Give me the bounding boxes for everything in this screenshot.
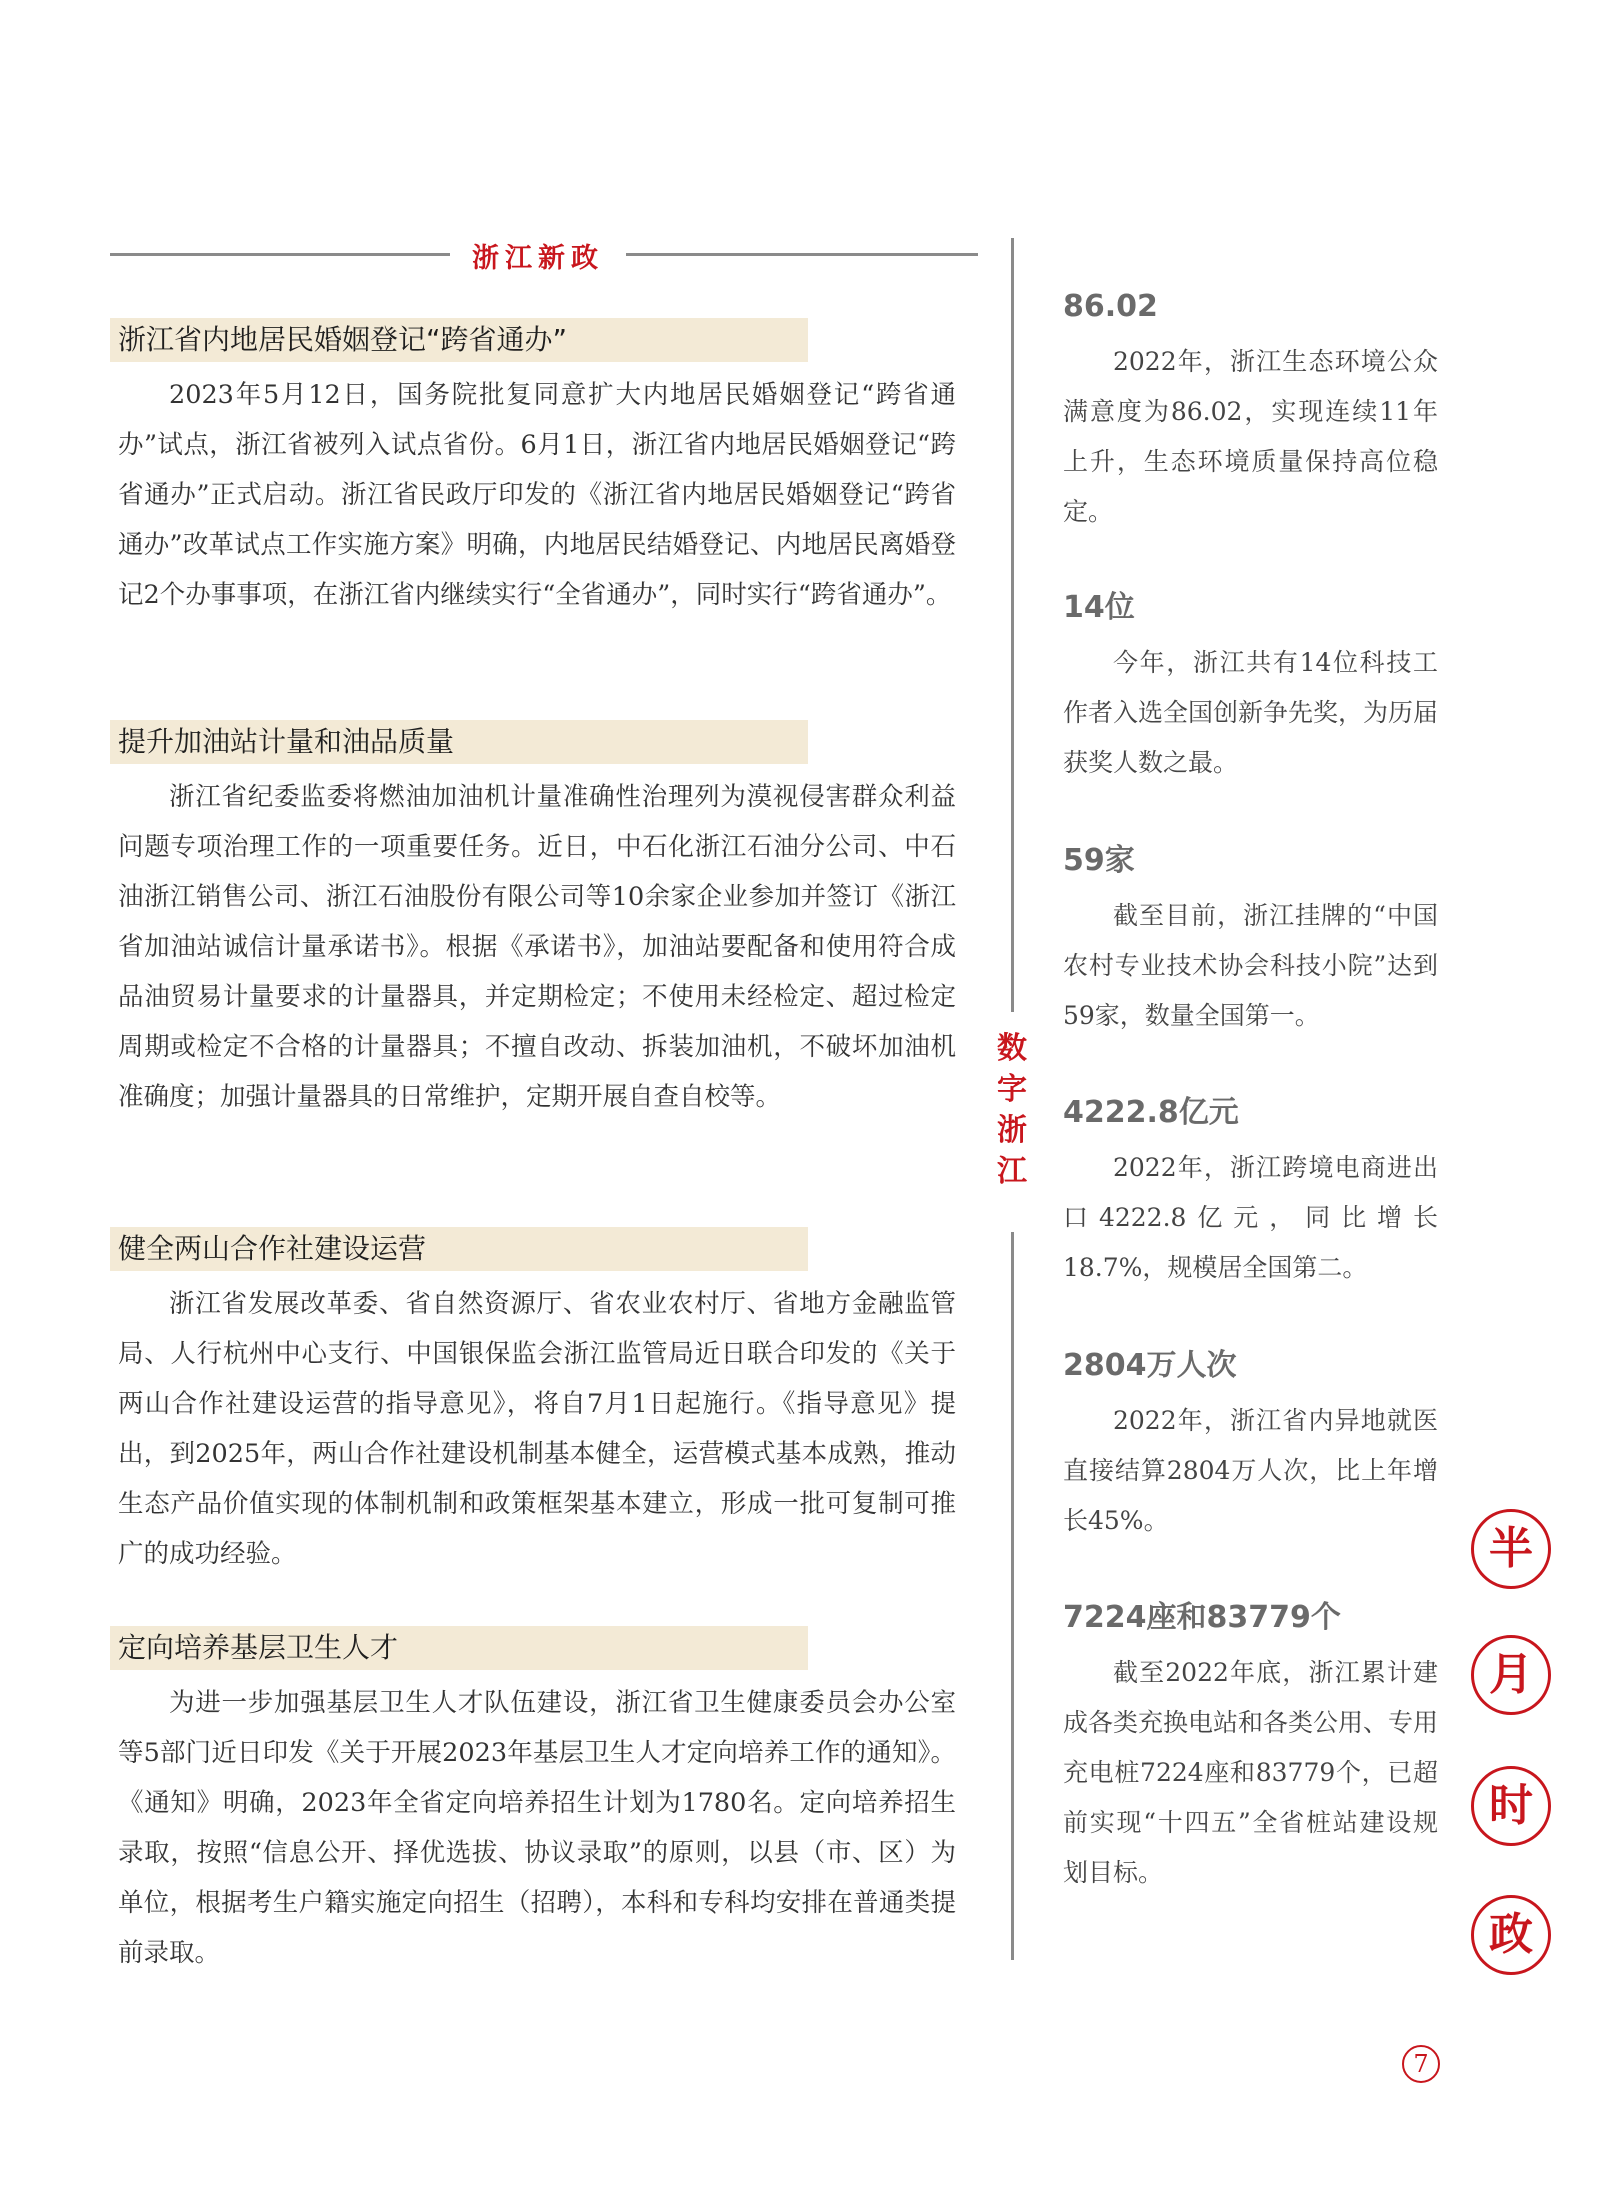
- side-label-digital-zhejiang: 数字浙江: [997, 1031, 1027, 1189]
- seal-char-shi: 时: [1471, 1766, 1551, 1846]
- stat-text: 截至2022年底，浙江累计建成各类充换电站和各类公用、专用充电桩7224座和83779个，已超前实现“十四五”全省桩站建设规划目标。: [1063, 1658, 1439, 1887]
- stat-text: 2022年，浙江省内异地就医直接结算2804万人次，比上年增长45%。: [1063, 1406, 1438, 1535]
- stat-item: [1063, 1093, 1438, 1293]
- stat-number: 7224座和83779个: [1063, 1600, 1341, 1635]
- stat-item: [1063, 1346, 1438, 1546]
- article-marriage-registration: [110, 318, 956, 620]
- seal-char-yue: 月: [1471, 1635, 1551, 1715]
- section-rule-right: [626, 253, 978, 256]
- stat-text: 截至目前，浙江挂牌的“中国农村专业技术协会科技小院”达到59家，数量全国第一。: [1063, 901, 1438, 1030]
- stat-text: 2022年，浙江跨境电商进出口4222.8亿元，同比增长18.7%，规模居全国第二。: [1063, 1153, 1438, 1282]
- stat-item: [1063, 588, 1438, 788]
- stat-item: [1063, 1598, 1438, 1898]
- stat-number: 2804万人次: [1063, 1348, 1237, 1383]
- stat-text: 2022年，浙江生态环境公众满意度为86.02，实现连续11年上升，生态环境质量保持高位稳定。: [1063, 347, 1438, 526]
- stat-number: 4222.8亿元: [1063, 1095, 1239, 1130]
- article-title: 提升加油站计量和油品质量: [110, 720, 808, 764]
- section-rule-left: [110, 253, 450, 256]
- section-title: 浙江新政: [472, 243, 604, 274]
- seal-char-zheng: 政: [1471, 1895, 1551, 1975]
- stat-number: 86.02: [1063, 289, 1158, 324]
- stat-item: [1063, 287, 1438, 537]
- article-body: 浙江省发展改革委、省自然资源厅、省农业农村厅、省地方金融监管局、人行杭州中心支行、中国银保监会浙江监管局近日联合印发的《关于两山合作社建设运营的指导意见》，将自7月1日起施行。《指导意见》提出，到2025年，两山合作社建设机制基本健全，运营模式基本成熟，推动生态产品价值实现的体制机制和政策框架基本建立，形成一批可复制可推广的成功经验。: [118, 1289, 956, 1569]
- article-gas-station-metering: [110, 720, 956, 1122]
- column-divider-top: [1011, 238, 1014, 1012]
- page-number: 7: [1402, 2045, 1440, 2083]
- stat-item: [1063, 841, 1438, 1041]
- seal-char-ban: 半: [1471, 1509, 1551, 1589]
- column-divider-bottom: [1011, 1232, 1014, 1960]
- article-body: 2023年5月12日，国务院批复同意扩大内地居民婚姻登记“跨省通办”试点，浙江省被列入试点省份。6月1日，浙江省内地居民婚姻登记“跨省通办”正式启动。浙江省民政厅印发的《浙江省内地居民婚姻登记“跨省通办”改革试点工作实施方案》明确，内地居民结婚登记、内地居民离婚登记2个办事事项，在浙江省内继续实行“全省通办”，同时实行“跨省通办”。: [118, 380, 956, 610]
- article-two-mountains-cooperative: [110, 1227, 956, 1579]
- stat-text: 今年，浙江共有14位科技工作者入选全国创新争先奖，为历届获奖人数之最。: [1063, 648, 1439, 777]
- article-body: 浙江省纪委监委将燃油加油机计量准确性治理列为漠视侵害群众利益问题专项治理工作的一项重要任务。近日，中石化浙江石油分公司、中石油浙江销售公司、浙江石油股份有限公司等10余家企业参加并签订《浙江省加油站诚信计量承诺书》。根据《承诺书》，加油站要配备和使用符合成品油贸易计量要求的计量器具，并定期检定；不使用未经检定、超过检定周期或检定不合格的计量器具；不擅自改动、拆装加油机，不破坏加油机准确度；加强计量器具的日常维护，定期开展自查自校等。: [118, 782, 956, 1112]
- article-title: 定向培养基层卫生人才: [110, 1626, 808, 1670]
- article-body: 为进一步加强基层卫生人才队伍建设，浙江省卫生健康委员会办公室等5部门近日印发《关于开展2023年基层卫生人才定向培养工作的通知》。《通知》明确，2023年全省定向培养招生计划为1780名。定向培养招生录取，按照“信息公开、择优选拔、协议录取”的原则，以县（市、区）为单位，根据考生户籍实施定向招生（招聘），本科和专科均安排在普通类提前录取。: [118, 1688, 956, 1968]
- article-title: 健全两山合作社建设运营: [110, 1227, 808, 1271]
- article-title: 浙江省内地居民婚姻登记“跨省通办”: [110, 318, 808, 362]
- stat-number: 14位: [1063, 590, 1135, 625]
- article-grassroots-health-talent: [110, 1626, 956, 1978]
- stat-number: 59家: [1063, 843, 1135, 878]
